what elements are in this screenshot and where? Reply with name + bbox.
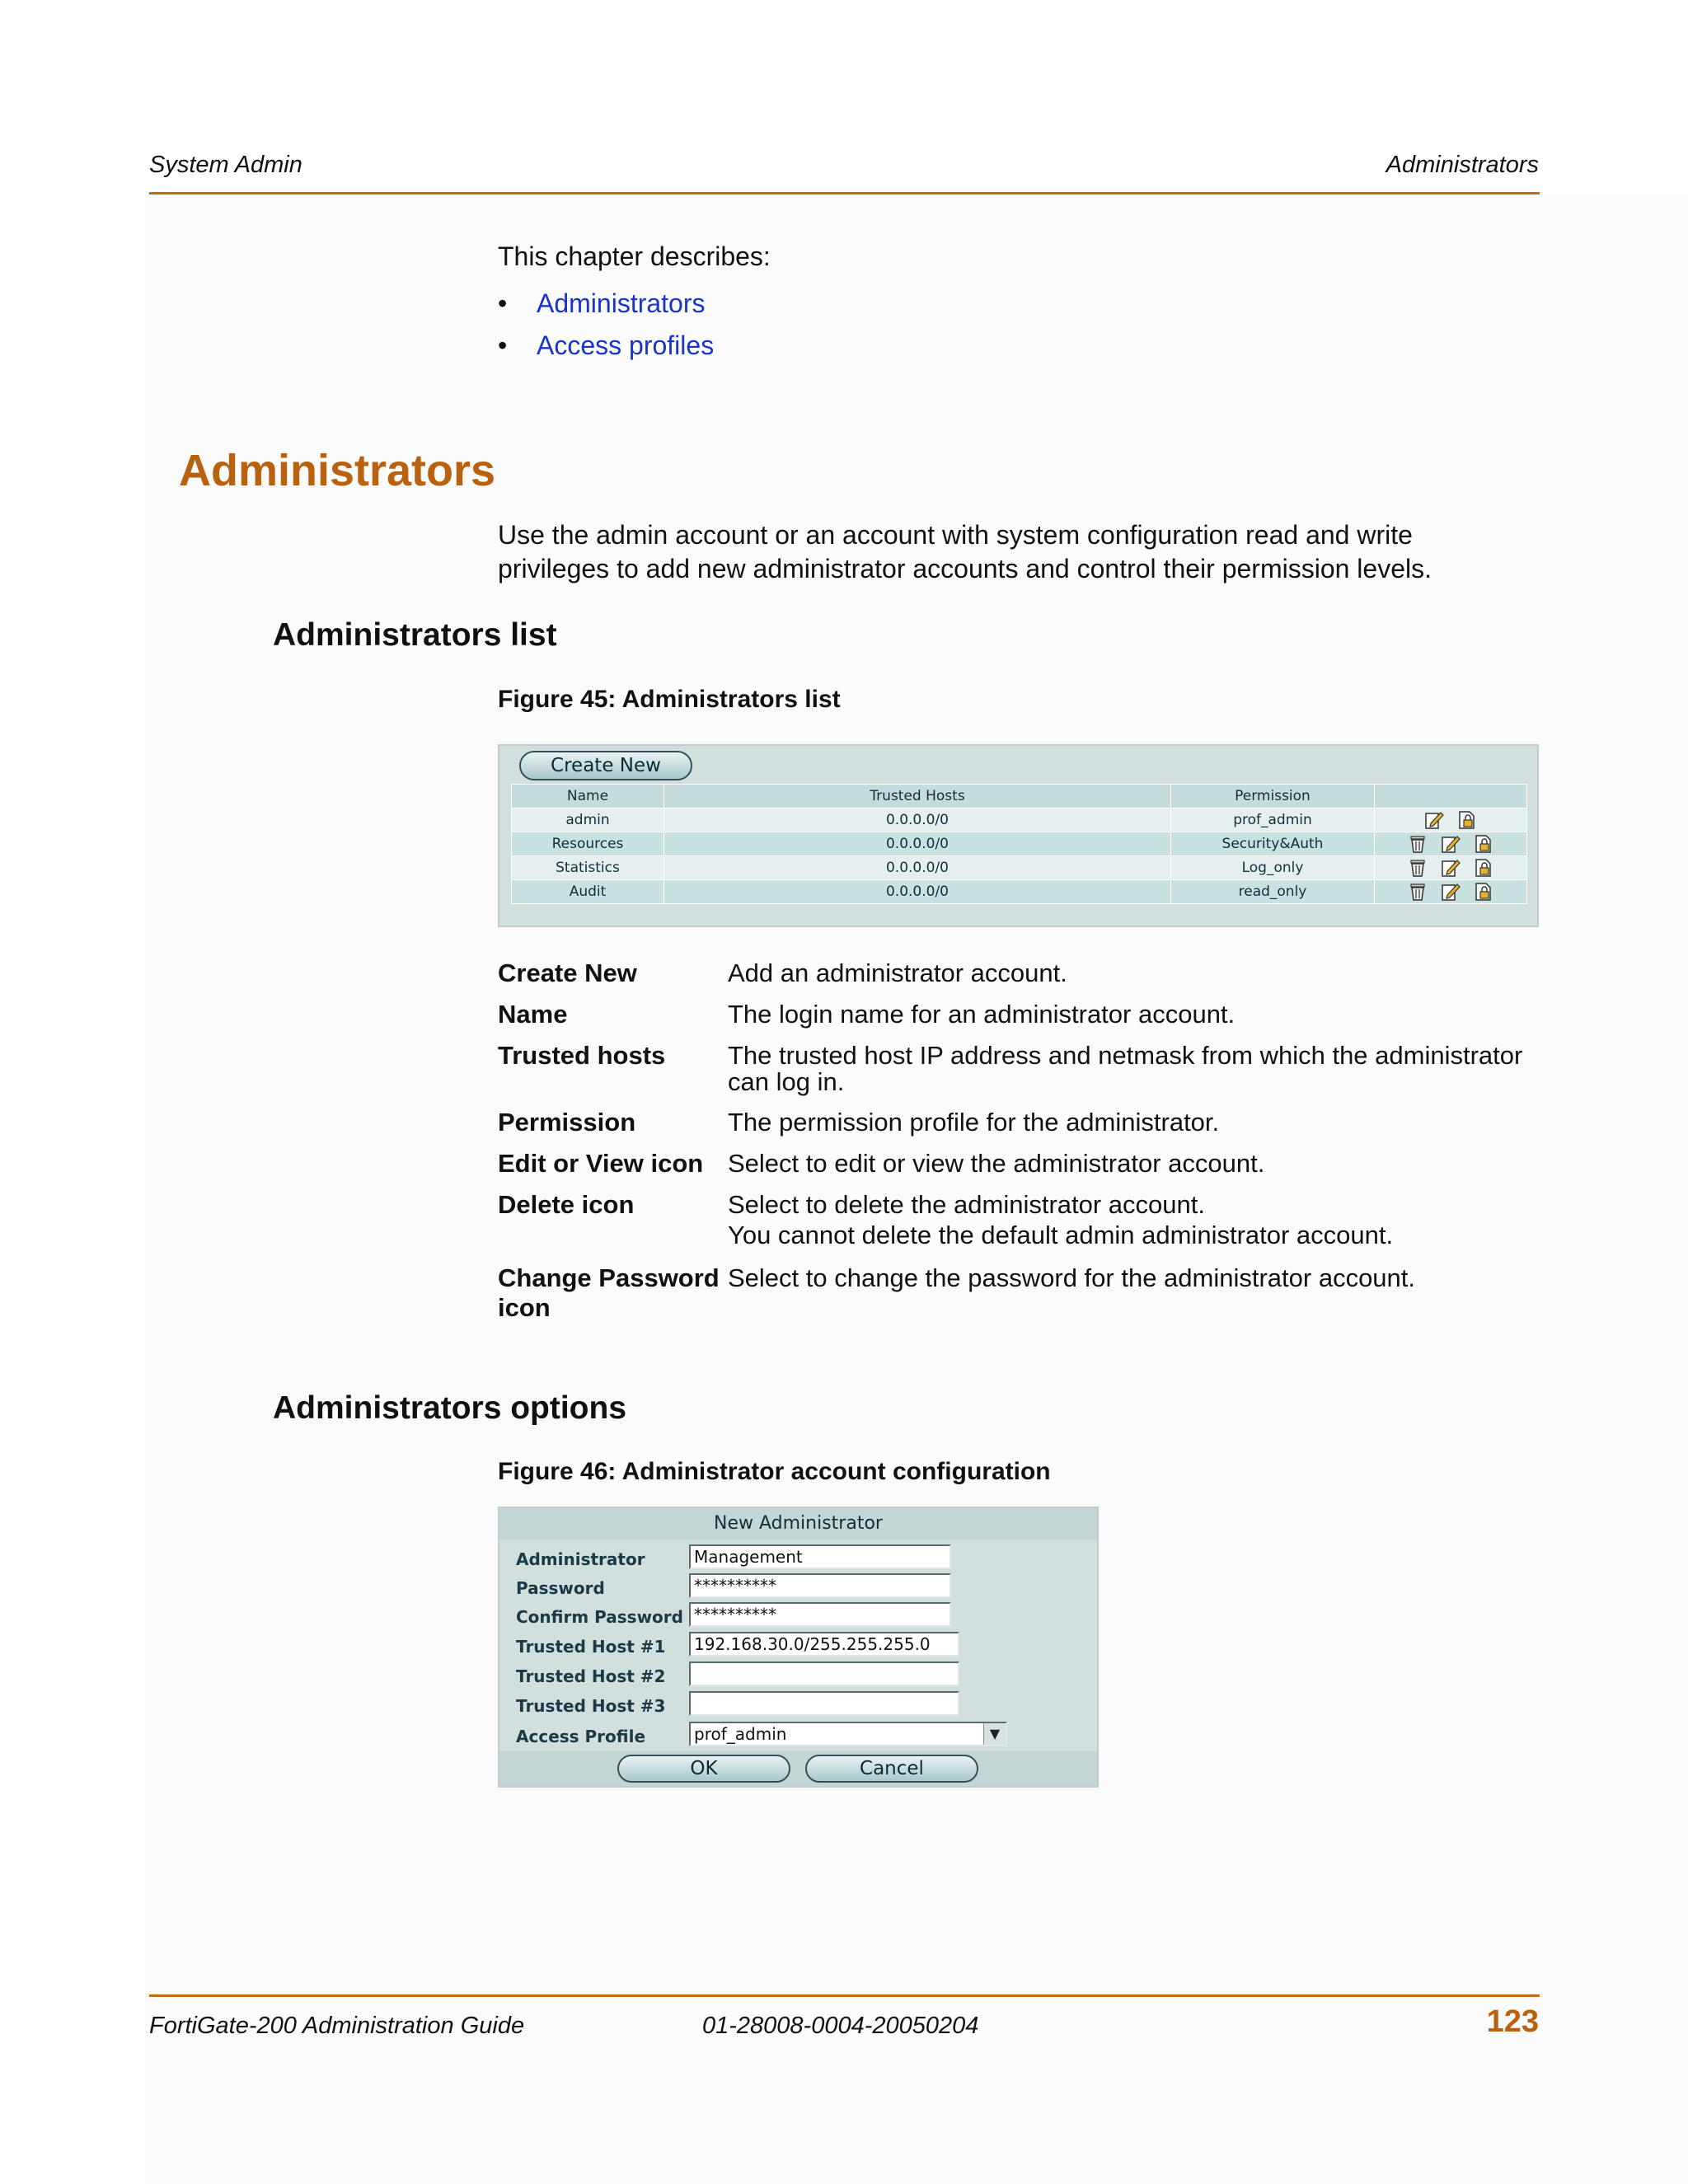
section-paragraph-line1: Use the admin account or an account with system configuration read and write bbox=[498, 520, 1413, 550]
cell-actions bbox=[1375, 832, 1527, 856]
definition-term: Permission bbox=[498, 1108, 636, 1137]
field-label-password: Password bbox=[516, 1578, 605, 1598]
change-password-icon[interactable] bbox=[1473, 834, 1494, 854]
cell-actions bbox=[1375, 880, 1527, 904]
definition-desc: Select to change the password for the administrator account. bbox=[728, 1263, 1416, 1292]
cell-name: Resources bbox=[512, 832, 664, 856]
definition-desc: You cannot delete the default admin administrator account. bbox=[728, 1221, 1394, 1249]
field-label-trusted-host-2: Trusted Host #2 bbox=[516, 1666, 666, 1686]
header-rule bbox=[149, 192, 1540, 194]
edit-icon[interactable] bbox=[1440, 858, 1461, 878]
new-administrator-form bbox=[498, 1507, 1099, 1788]
cell-name: admin bbox=[512, 808, 664, 832]
change-password-icon[interactable] bbox=[1473, 858, 1494, 878]
bullet-dot: • bbox=[498, 288, 508, 318]
administrator-input[interactable]: Management bbox=[689, 1544, 951, 1569]
cell-hosts: 0.0.0.0/0 bbox=[664, 880, 1171, 904]
column-header-actions bbox=[1375, 785, 1527, 808]
delete-icon[interactable] bbox=[1407, 882, 1428, 902]
page-number: 123 bbox=[1486, 2004, 1539, 2039]
trusted-host-3-input[interactable] bbox=[689, 1691, 959, 1716]
administrators-list-figure bbox=[498, 744, 1539, 927]
figure46-caption: Figure 46: Administrator account configuration bbox=[498, 1458, 1051, 1485]
definition-desc: The trusted host IP address and netmask from which the administrator bbox=[728, 1041, 1523, 1070]
column-header-trusted-hosts: Trusted Hosts bbox=[664, 785, 1171, 808]
definition-desc: Select to delete the administrator account. bbox=[728, 1190, 1205, 1219]
intro-text: This chapter describes: bbox=[498, 241, 771, 271]
definition-desc: Select to edit or view the administrator account. bbox=[728, 1149, 1265, 1178]
cell-hosts: 0.0.0.0/0 bbox=[664, 832, 1171, 856]
header-left: System Admin bbox=[149, 152, 302, 178]
definition-term: icon bbox=[498, 1293, 551, 1322]
administrators-table bbox=[511, 784, 1527, 904]
subsection-title-list: Administrators list bbox=[273, 617, 557, 653]
section-title: Administrators bbox=[179, 446, 496, 495]
cancel-button[interactable]: Cancel bbox=[805, 1755, 978, 1783]
definition-term: Name bbox=[498, 1000, 568, 1029]
change-password-icon[interactable] bbox=[1473, 882, 1494, 902]
table-row bbox=[512, 856, 1527, 880]
delete-icon[interactable] bbox=[1407, 834, 1428, 854]
section-paragraph-line2: privileges to add new administrator accounts and control their permission levels. bbox=[498, 554, 1432, 583]
create-new-button[interactable]: Create New bbox=[519, 751, 692, 780]
cell-name: Audit bbox=[512, 880, 664, 904]
cell-name: Statistics bbox=[512, 856, 664, 880]
password-input[interactable]: ********** bbox=[689, 1573, 951, 1598]
field-label-trusted-host-1: Trusted Host #1 bbox=[516, 1637, 666, 1657]
chevron-down-icon[interactable]: ▼ bbox=[983, 1723, 1006, 1745]
field-label-confirm-password: Confirm Password bbox=[516, 1607, 683, 1627]
cell-permission: Log_only bbox=[1171, 856, 1375, 880]
field-label-administrator: Administrator bbox=[516, 1549, 645, 1569]
cell-actions bbox=[1375, 808, 1527, 832]
table-row bbox=[512, 808, 1527, 832]
table-row bbox=[512, 832, 1527, 856]
form-title: New Administrator bbox=[499, 1508, 1097, 1540]
access-profile-select[interactable] bbox=[689, 1722, 1007, 1746]
edit-icon[interactable] bbox=[1440, 882, 1461, 902]
cell-actions bbox=[1375, 856, 1527, 880]
definition-term: Change Password bbox=[498, 1263, 720, 1292]
cell-hosts: 0.0.0.0/0 bbox=[664, 808, 1171, 832]
cell-permission: read_only bbox=[1171, 880, 1375, 904]
access-profile-value: prof_admin bbox=[694, 1724, 787, 1744]
cell-permission: prof_admin bbox=[1171, 808, 1375, 832]
subsection-title-options: Administrators options bbox=[273, 1390, 627, 1426]
edit-icon[interactable] bbox=[1423, 810, 1445, 830]
header-right: Administrators bbox=[1386, 152, 1539, 178]
cell-permission: Security&Auth bbox=[1171, 832, 1375, 856]
footer-doc-number: 01-28008-0004-20050204 bbox=[702, 2013, 979, 2039]
definition-desc: can log in. bbox=[728, 1067, 845, 1096]
confirm-password-input[interactable]: ********** bbox=[689, 1602, 951, 1627]
ok-button[interactable]: OK bbox=[617, 1755, 790, 1783]
bullet-dot: • bbox=[498, 330, 508, 360]
definition-desc: Add an administrator account. bbox=[728, 958, 1067, 987]
trusted-host-1-input[interactable]: 192.168.30.0/255.255.255.0 bbox=[689, 1632, 959, 1657]
figure45-caption: Figure 45: Administrators list bbox=[498, 686, 841, 713]
footer-rule bbox=[149, 1994, 1540, 1997]
link-administrators[interactable]: Administrators bbox=[537, 288, 706, 318]
definition-term: Create New bbox=[498, 958, 637, 987]
column-header-name: Name bbox=[512, 785, 664, 808]
delete-icon[interactable] bbox=[1407, 858, 1428, 878]
definition-term: Trusted hosts bbox=[498, 1041, 666, 1070]
definition-term: Delete icon bbox=[498, 1190, 635, 1219]
change-password-icon[interactable] bbox=[1456, 810, 1478, 830]
definition-desc: The login name for an administrator account. bbox=[728, 1000, 1236, 1029]
field-label-trusted-host-3: Trusted Host #3 bbox=[516, 1696, 666, 1716]
table-row bbox=[512, 880, 1527, 904]
form-footer bbox=[499, 1751, 1097, 1786]
definition-desc: The permission profile for the administrator. bbox=[728, 1108, 1220, 1137]
trusted-host-2-input[interactable] bbox=[689, 1661, 959, 1686]
field-label-access-profile: Access Profile bbox=[516, 1727, 646, 1746]
column-header-permission: Permission bbox=[1171, 785, 1375, 808]
link-access-profiles[interactable]: Access profiles bbox=[537, 330, 715, 360]
definition-term: Edit or View icon bbox=[498, 1149, 704, 1178]
cell-hosts: 0.0.0.0/0 bbox=[664, 856, 1171, 880]
footer-guide-title: FortiGate-200 Administration Guide bbox=[149, 2013, 525, 2039]
edit-icon[interactable] bbox=[1440, 834, 1461, 854]
